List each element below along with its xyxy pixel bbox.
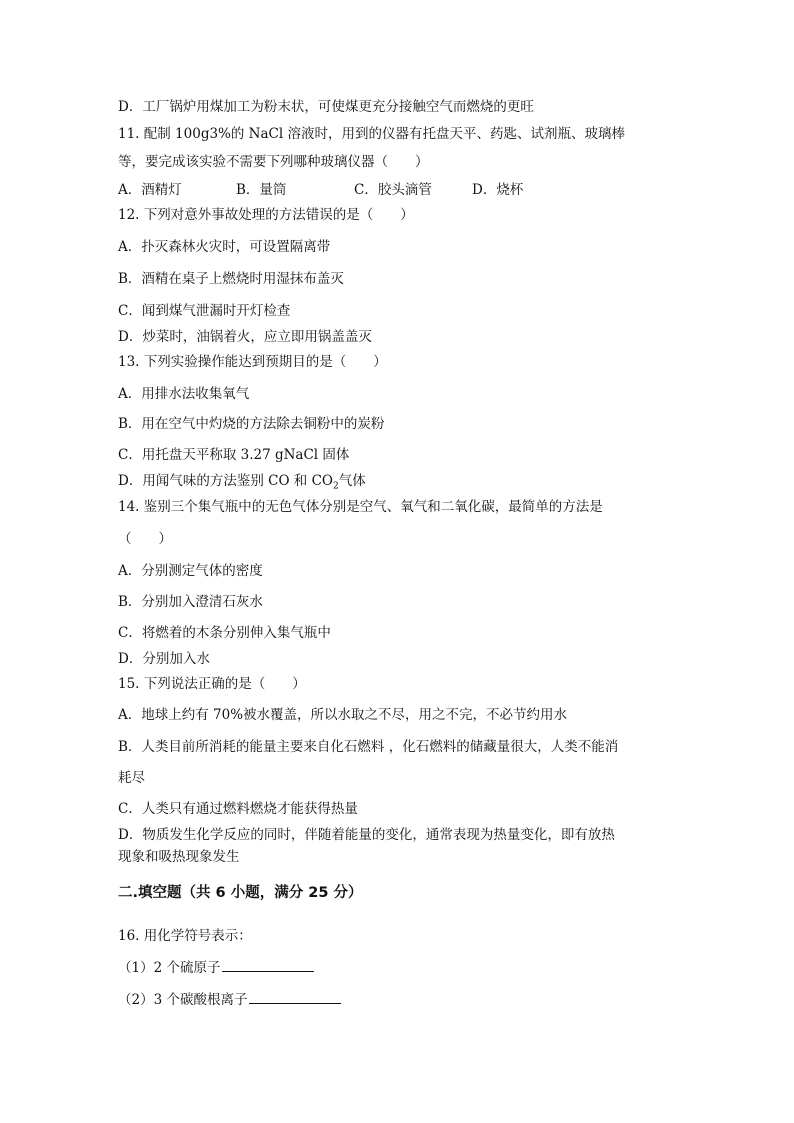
section-heading: 二.填空题（共 6 小题，满分 25 分） [118, 885, 363, 901]
q16-part1-label: （1）2 个硫原子 [118, 960, 221, 976]
q15-option-b-line2: 耗尽 [118, 770, 145, 786]
q14-option-a: A．分别测定气体的密度 [118, 563, 263, 579]
q11-options [118, 181, 523, 199]
q13-option-b: B．用在空气中灼烧的方法除去铜粉中的炭粉 [118, 416, 385, 432]
q15-stem: 15. 下列说法正确的是（ ） [118, 676, 306, 692]
q11-option-d: D．烧杯 [472, 182, 524, 198]
q13-option-d-subscript: 2 [333, 481, 339, 492]
q11-stem-line1: 11. 配制 100g3%的 NaCl 溶液时，用到的仪器有托盘天平、药匙、试剂瓶、玻璃棒 [118, 126, 625, 142]
q16-stem: 16. 用化学符号表示： [118, 928, 252, 944]
q15-option-c: C．人类只有通过燃料燃烧才能获得热量 [118, 801, 358, 817]
q14-option-b: B．分别加入澄清石灰水 [118, 594, 263, 610]
q12-option-c: C．闻到煤气泄漏时开灯检查 [118, 303, 291, 319]
q11-option-c: C．胶头滴管 [354, 182, 432, 198]
q15-option-b-line1: B．人类目前所消耗的能量主要来自化石燃料 ，化石燃料的储藏量很大，人类不能消 [118, 739, 619, 755]
q15-option-d-line1: D．物质发生化学反应的同时，伴随着能量的变化，通常表现为热量变化，即有放热 [118, 827, 615, 843]
q16-part2-label: （2）3 个碳酸根离子 [118, 992, 248, 1008]
q11-option-b: B．量筒 [236, 182, 287, 198]
q13-option-d [118, 472, 366, 496]
q13-stem: 13. 下列实验操作能达到预期目的是（ ） [118, 354, 387, 370]
q12-option-b: B．酒精在桌子上燃烧时用湿抹布盖灭 [118, 271, 344, 287]
q16-part2-answer-blank[interactable] [249, 990, 341, 1004]
q13-option-d-text: D．用闻气味的方法鉴别 CO 和 CO [118, 473, 333, 489]
q14-stem-line1: 14. 鉴别三个集气瓶中的无色气体分别是空气、氧气和二氧化碳，最简单的方法是 [118, 499, 603, 515]
q16-part1-answer-blank[interactable] [222, 958, 314, 972]
q14-option-d: D．分别加入水 [118, 651, 210, 667]
q15-option-d-line2: 现象和吸热现象发生 [118, 849, 240, 865]
q13-option-a: A．用排水法收集氧气 [118, 386, 250, 402]
q12-option-d: D．炒菜时，油锅着火，应立即用锅盖盖灭 [118, 329, 372, 345]
q11-option-a: A．酒精灯 [118, 182, 182, 198]
q16-part2 [118, 990, 341, 1009]
q11-stem-line2: 等，要完成该实验不需要下列哪种玻璃仪器（ ） [118, 154, 429, 170]
q12-stem: 12. 下列对意外事故处理的方法错误的是（ ） [118, 207, 414, 223]
q10-option-d: D．工厂锅炉用煤加工为粉末状，可使煤更充分接触空气而燃烧的更旺 [118, 99, 534, 115]
q13-option-d-tail: 气体 [338, 473, 366, 489]
q15-option-a: A．地球上约有 70%被水覆盖，所以水取之不尽，用之不完，不必节约用水 [118, 707, 568, 723]
q16-part1 [118, 958, 314, 977]
q12-option-a: A．扑灭森林火灾时，可设置隔离带 [118, 239, 331, 255]
q14-option-c: C．将燃着的木条分别伸入集气瓶中 [118, 625, 331, 641]
q13-option-c: C．用托盘天平称取 3.27 gNaCl 固体 [118, 447, 350, 463]
q14-stem-line2: （ ） [118, 531, 172, 547]
